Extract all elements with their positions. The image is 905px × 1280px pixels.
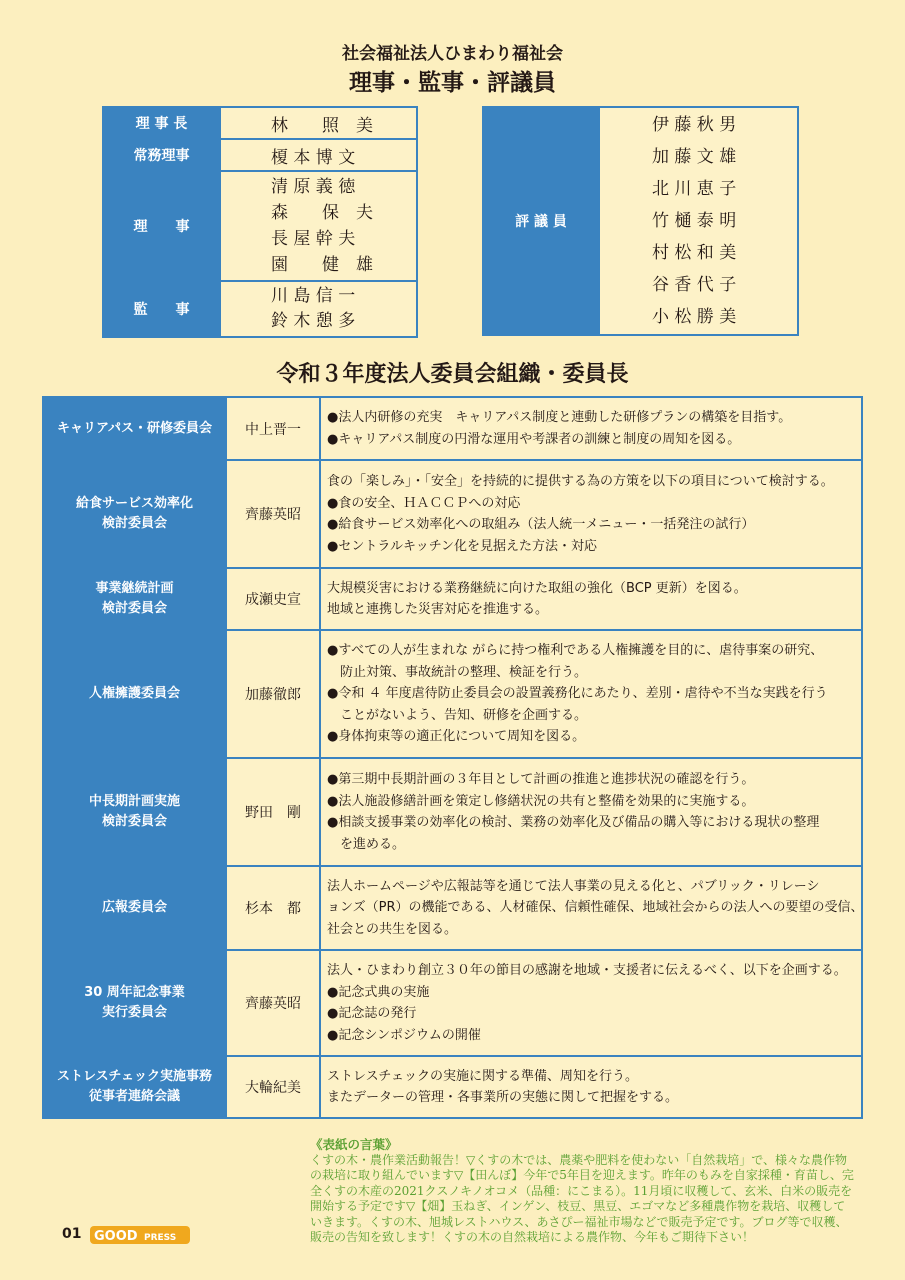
committee-name — [43, 950, 226, 1056]
page-title: 理事・監事・評議員 — [349, 70, 556, 96]
committees-table — [42, 396, 863, 1119]
table-row — [43, 1056, 862, 1118]
description-line: 地域と連携した災害対応を推進する。 — [327, 602, 549, 617]
committee-chair: 齊藤英昭 — [226, 460, 320, 568]
councilor-name: 伊 藤 秋 男 — [652, 115, 737, 135]
committee-name-line: 広報委員会 — [101, 900, 167, 915]
committee-description — [320, 460, 862, 568]
officers-table — [102, 106, 418, 338]
committee-chair: 加藤徹郎 — [226, 630, 320, 758]
officer-names — [220, 139, 417, 171]
committee-name-line: 検討委員会 — [101, 601, 167, 616]
committee-name-line: 従事者連絡会議 — [88, 1089, 180, 1104]
description-line: ●すべての人が生まれな がらに持つ権利である人権擁護を目的に、虐待事案の研究、 — [327, 643, 824, 659]
role-director: 理 事 — [103, 171, 220, 281]
committee-chair: 成瀬史宣 — [226, 568, 320, 630]
description-line: ●第三期中長期計画の３年目として計画の推進と進捗状況の確認を行う。 — [327, 772, 755, 787]
committee-chair: 野田 剛 — [226, 758, 320, 866]
cover-note-line: 販売の告知を致します！くすの木の自然栽培による農作物、今年もご期待下さい！ — [310, 1230, 755, 1244]
councilor-name: 小 松 勝 美 — [652, 307, 737, 327]
committees-title: 令和３年度法人委員会組織・委員長 — [276, 362, 629, 387]
committee-description — [320, 568, 862, 630]
description-line: またデーターの管理・各事業所の実態に関して把握をする。 — [327, 1090, 679, 1105]
logo-sub-text: PRESS — [144, 1233, 177, 1243]
committee-description — [320, 758, 862, 866]
committee-name-line: 人権擁護委員会 — [88, 686, 180, 701]
description-line: ●記念シンポジウムの開催 — [327, 1027, 481, 1043]
description-line: ●法人内研修の充実 キャリアパス制度と連動した研修プランの構築を目指す。 — [327, 410, 792, 425]
committee-chair: 齊藤英昭 — [226, 950, 320, 1056]
cover-note-line: 全くすの木産の2021クスノキノオコメ（品種：にこまる）。11月頃に収穫して、玄米、白米の販売を — [310, 1183, 853, 1198]
officer-name: 榎 本 博 文 — [271, 147, 356, 168]
committee-name — [43, 1056, 226, 1118]
committee-name-line: 中長期計画実施 — [88, 794, 180, 809]
role-councilor: 評 議 員 — [483, 107, 599, 335]
committee-name-line: 検討委員会 — [101, 516, 167, 531]
committee-name — [43, 758, 226, 866]
officer-names — [220, 107, 417, 139]
officer-names — [220, 281, 417, 337]
committee-description — [320, 397, 862, 460]
committee-name-line: 給食サービス効率化 — [75, 496, 193, 511]
committee-description — [320, 950, 862, 1056]
cover-note-line: 開始する予定です▽【畑】玉ねぎ、インゲン、枝豆、黒豆、エゴマなど多種農作物を栽培、収穫して — [310, 1199, 846, 1213]
councilor-name: 加 藤 文 雄 — [652, 147, 737, 167]
officer-name: 林 照 美 — [271, 115, 373, 136]
cover-note-line: くすの木・農作業活動報告！▽くすの木では、農薬や肥料を使わない「自然栽培」で、様々な農作物 — [310, 1152, 847, 1167]
table-row — [43, 460, 862, 568]
description-line: ●身体拘束等の適正化について周知を図る。 — [327, 729, 586, 745]
committee-name — [43, 630, 226, 758]
officer-name: 鈴 木 憩 多 — [271, 311, 356, 331]
description-line: ●セントラルキッチン化を見据えた方法・対応 — [327, 538, 598, 554]
committee-chair: 大輪紀美 — [226, 1056, 320, 1118]
role-managing-director: 常務理事 — [103, 139, 220, 171]
committee-name-line: 事業継続計画 — [95, 581, 174, 596]
committee-name — [43, 460, 226, 568]
description-line: ことがないよう、告知、研修を企画する。 — [327, 707, 588, 723]
committee-description — [320, 866, 862, 950]
councilor-name: 竹 樋 泰 明 — [652, 211, 737, 231]
description-line: 法人ホームページや広報誌等を通じて法人事業の見える化と、パブリック・リレーシ — [327, 878, 820, 894]
logo-main-text: GOOD — [94, 1229, 138, 1244]
committee-name — [43, 866, 226, 950]
committee-name-line: ストレスチェック実施事務 — [57, 1069, 212, 1084]
description-line: ●キャリアパス制度の円滑な運用や考課者の訓練と制度の周知を図る。 — [327, 431, 741, 447]
description-line: ●食の安全、ＨＡＣＣＰへの対応 — [327, 495, 521, 511]
description-line: ●給食サービス効率化への取組み（法人統一メニュー・一括発注の試行） — [327, 517, 755, 532]
role-auditor: 監 事 — [103, 281, 220, 337]
role-chairman: 理 事 長 — [103, 107, 220, 139]
description-line: ョンズ（PR）の機能である、人材確保、信頼性確保、地域社会からの法人への要望の受信、 — [327, 900, 864, 916]
councilor-names — [599, 107, 798, 335]
committee-chair: 杉本 都 — [226, 866, 320, 950]
description-line: ●令和 ４ 年度虐待防止委員会の設置義務化にあたり、差別・虐待や不当な実践を行う — [327, 686, 828, 702]
description-line: 食の「楽しみ」・「安全」を持続的に提供する為の方策を以下の項目について検討する。 — [327, 474, 834, 489]
officer-name: 清 原 義 徳 — [271, 177, 356, 197]
description-line: ●記念誌の発行 — [327, 1006, 417, 1021]
officer-names — [220, 171, 417, 281]
description-line: 大規模災害における業務継続に向けた取組の強化（BCP 更新）を図る。 — [327, 580, 747, 596]
description-line: ●法人施設修繕計画を策定し修繕状況の共有と整備を効果的に実施する。 — [327, 793, 755, 809]
table-row — [43, 758, 862, 866]
officer-name: 園 健 雄 — [271, 255, 373, 275]
committee-name — [43, 568, 226, 630]
organization-name: 社会福祉法人ひまわり福祉会 — [342, 44, 563, 64]
committee-description — [320, 1056, 862, 1118]
description-line: 法人・ひまわり創立３０年の節目の感謝を地域・支援者に伝えるべく、以下を企画する。 — [327, 963, 847, 978]
description-line: 社会との共生を図る。 — [327, 921, 458, 937]
cover-note-line: いきます。くすの木、旭城レストハウス、あさぴー福祉市場などで販売予定です。ブログ等で収穫、 — [310, 1214, 848, 1229]
table-row — [43, 630, 862, 758]
table-row — [43, 950, 862, 1056]
councilor-name: 村 松 和 美 — [652, 243, 737, 263]
table-row — [43, 568, 862, 630]
committee-name-line: 検討委員会 — [101, 814, 167, 829]
description-line: ストレスチェックの実施に関する準備、周知を行う。 — [327, 1068, 638, 1084]
cover-note-line: の栽培に取り組んでいます▽【田んぼ】今年で5年目を迎えます。昨年のもみを自家採種・育苗し、完 — [310, 1168, 854, 1182]
committee-name-line: 実行委員会 — [101, 1005, 167, 1020]
councilors-table — [482, 106, 799, 336]
councilor-name: 北 川 恵 子 — [652, 179, 737, 199]
description-line: ●相談支援事業の効率化の検討、業務の効率化及び備品の購入等における現状の整理 — [327, 815, 820, 830]
table-row — [43, 866, 862, 950]
description-line: を進める。 — [327, 836, 406, 852]
table-row — [43, 397, 862, 460]
officer-name: 長 屋 幹 夫 — [271, 229, 356, 249]
description-line: 防止対策、事故統計の整理、検証を行う。 — [327, 664, 588, 680]
description-line: ●記念式典の実施 — [327, 984, 430, 1000]
good-press-logo — [90, 1224, 190, 1246]
committee-chair: 中上晋一 — [226, 397, 320, 460]
committee-name-line: 30 周年記念事業 — [84, 985, 185, 1000]
officer-name: 川 島 信 一 — [271, 286, 356, 306]
councilor-name: 谷 香 代 子 — [652, 275, 737, 295]
cover-note — [310, 1137, 870, 1246]
cover-note-title: 《表紙の言葉》 — [310, 1137, 398, 1152]
page-number: 01 — [62, 1226, 82, 1242]
officer-name: 森 保 夫 — [271, 203, 373, 223]
committee-description — [320, 630, 862, 758]
committee-name-line: キャリアパス・研修委員会 — [57, 420, 212, 436]
committee-name — [43, 397, 226, 460]
